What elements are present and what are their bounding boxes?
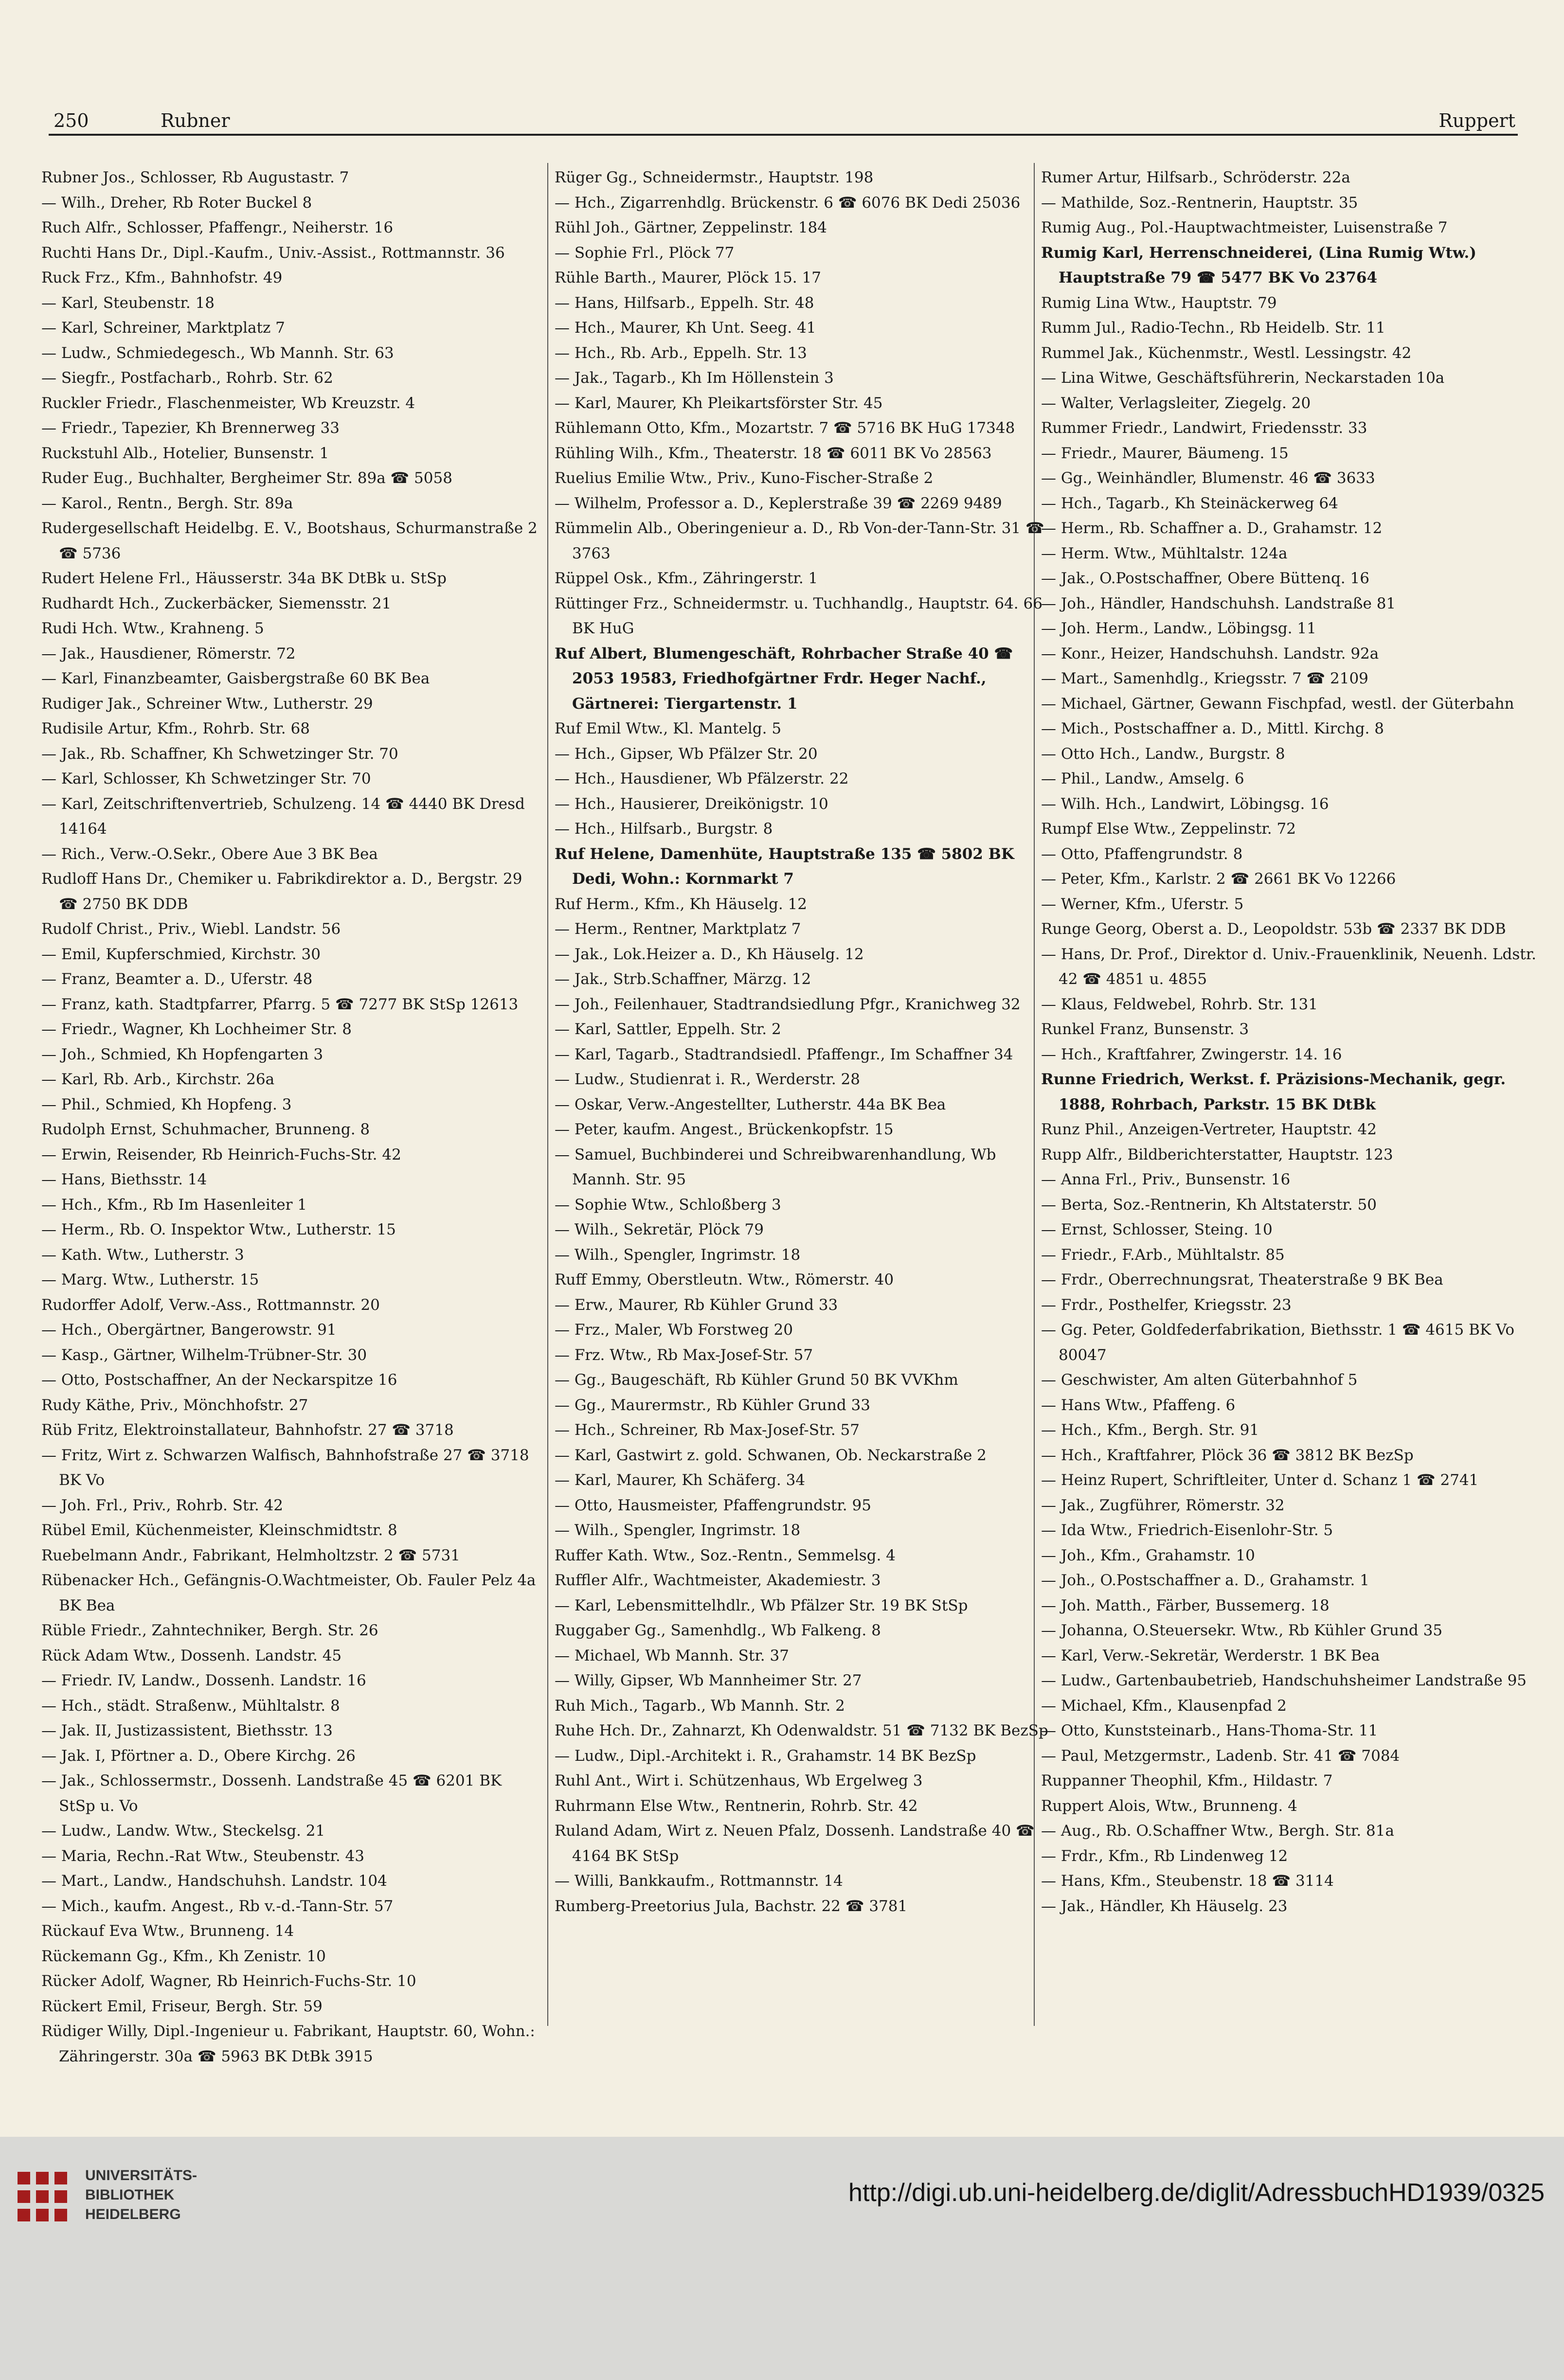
directory-entry: — Hch., Obergärtner, Bangerowstr. 91 [41, 1321, 337, 1339]
directory-entry: — Hans Wtw., Pfaffeng. 6 [1041, 1396, 1236, 1414]
directory-entry: — Anna Frl., Priv., Bunsenstr. 16 [1041, 1171, 1291, 1188]
directory-entry: Rück Adam Wtw., Dossenh. Landstr. 45 [41, 1646, 342, 1664]
directory-entry: Ruch Alfr., Schlosser, Pfaffengr., Neiherstr. 16 [41, 219, 394, 236]
directory-entry: — Jak., Tagarb., Kh Im Höllenstein 3 [555, 369, 834, 387]
directory-entry: — Frdr., Posthelfer, Kriegsstr. 23 [1041, 1296, 1292, 1314]
directory-entry: — Jak., Strb.Schaffner, Märzg. 12 [555, 970, 811, 988]
directory-entry: — Willi, Bankkaufm., Rottmannstr. 14 [555, 1872, 843, 1890]
directory-entry: — Herm., Rb. O. Inspektor Wtw., Lutherstr. 15 [41, 1221, 396, 1238]
directory-entry: Rüppel Osk., Kfm., Zähringerstr. 1 [555, 570, 818, 587]
directory-entry: — Hch., städt. Straßenw., Mühltalstr. 8 [41, 1697, 340, 1715]
page-number: 250 [54, 110, 89, 131]
directory-entry: — Joh., Kfm., Grahamstr. 10 [1041, 1546, 1255, 1564]
footer-bar [0, 2137, 1564, 2380]
directory-entry: — Hch., Hausdiener, Wb Pfälzerstr. 22 [555, 770, 849, 787]
directory-entry: — Jak., Rb. Schaffner, Kh Schwetzinger Str. 70 [41, 745, 398, 763]
directory-entry: — Herm. Wtw., Mühltalstr. 124a [1041, 544, 1288, 562]
directory-entry: Rumberg-Preetorius Jula, Bachstr. 22 ☎ 3781 [555, 1897, 908, 1915]
directory-entry: — Otto Hch., Landw., Burgstr. 8 [1041, 745, 1285, 763]
directory-entry: Runne Friedrich, Werkst. f. Präzisions-Mechanik, gegr. 1888, Rohrbach, Parkstr. 15 BK DtBk [1041, 1071, 1506, 1113]
directory-entry: — Wilh., Sekretär, Plöck 79 [555, 1221, 764, 1238]
directory-entry: — Erwin, Reisender, Rb Heinrich-Fuchs-Str. 42 [41, 1145, 401, 1163]
directory-entry: Rümmelin Alb., Oberingenieur a. D., Rb Von-der-Tann-Str. 31 ☎ 3763 [555, 519, 1044, 562]
directory-entry: — Herm., Rb. Schaffner a. D., Grahamstr. 12 [1041, 519, 1383, 537]
directory-entry: — Jak., Schlossermstr., Dossenh. Landstraße 45 ☎ 6201 BK StSp u. Vo [41, 1772, 502, 1815]
directory-entry: — Karl, Schlosser, Kh Schwetzinger Str. 70 [41, 770, 371, 787]
directory-entry: — Hans, Biethsstr. 14 [41, 1171, 207, 1188]
directory-entry: — Ludw., Landw. Wtw., Steckelsg. 21 [41, 1822, 325, 1840]
directory-entry: Ruffler Alfr., Wachtmeister, Akademiestr. 3 [555, 1572, 881, 1589]
directory-entry: Rudolf Christ., Priv., Wiebl. Landstr. 56 [41, 920, 341, 938]
directory-entry: — Karl, Rb. Arb., Kirchstr. 26a [41, 1071, 275, 1088]
directory-entry: — Otto, Pfaffengrundstr. 8 [1041, 845, 1243, 863]
directory-entry: — Friedr. IV, Landw., Dossenh. Landstr. 16 [41, 1672, 366, 1689]
directory-entry: — Hch., Kfm., Bergh. Str. 91 [1041, 1421, 1259, 1439]
directory-entry: — Jak., O.Postschaffner, Obere Büttenq. 16 [1041, 570, 1369, 587]
directory-entry: — Joh. Frl., Priv., Rohrb. Str. 42 [41, 1496, 284, 1514]
directory-entry: Rumig Lina Wtw., Hauptstr. 79 [1041, 294, 1277, 312]
directory-entry: — Fritz, Wirt z. Schwarzen Walfisch, Bahnhofstraße 27 ☎ 3718 BK Vo [41, 1446, 529, 1489]
directory-entry: — Wilh., Dreher, Rb Roter Buckel 8 [41, 194, 312, 212]
directory-entry: Rumig Karl, Herrenschneiderei, (Lina Rumig Wtw.) Hauptstraße 79 ☎ 5477 BK Vo 23764 [1041, 244, 1476, 286]
directory-entry: Rudi Hch. Wtw., Krahneng. 5 [41, 620, 264, 637]
directory-entry: Rupp Alfr., Bildberichterstatter, Hauptstr. 123 [1041, 1145, 1393, 1163]
directory-entry: Rudorffer Adolf, Verw.-Ass., Rottmannstr. 20 [41, 1296, 380, 1314]
directory-entry: — Mart., Landw., Handschuhsh. Landstr. 104 [41, 1872, 387, 1890]
directory-entry: — Peter, Kfm., Karlstr. 2 ☎ 2661 BK Vo 12266 [1041, 870, 1396, 888]
directory-entry: — Otto, Postschaffner, An der Neckarspitze 16 [41, 1371, 397, 1389]
directory-entry: — Maria, Rechn.-Rat Wtw., Steubenstr. 43 [41, 1847, 364, 1865]
directory-entry: Rübel Emil, Küchenmeister, Kleinschmidtstr. 8 [41, 1521, 397, 1539]
directory-entry: — Klaus, Feldwebel, Rohrb. Str. 131 [1041, 995, 1318, 1013]
directory-entry: — Kath. Wtw., Lutherstr. 3 [41, 1246, 244, 1264]
directory-entry: Rumpf Else Wtw., Zeppelinstr. 72 [1041, 820, 1296, 838]
directory-entry: — Mart., Samenhdlg., Kriegsstr. 7 ☎ 2109 [1041, 670, 1368, 687]
directory-entry: — Karl, Finanzbeamter, Gaisbergstraße 60 BK Bea [41, 670, 430, 687]
directory-entry: — Sophie Wtw., Schloßberg 3 [555, 1196, 781, 1214]
directory-entry: — Friedr., Maurer, Bäumeng. 15 [1041, 444, 1289, 462]
directory-entry: — Ludw., Gartenbaubetrieb, Handschuhsheimer Landstraße 95 [1041, 1672, 1527, 1689]
directory-entry: — Mich., kaufm. Angest., Rb v.-d.-Tann-Str. 57 [41, 1897, 394, 1915]
directory-entry: — Jak. II, Justizassistent, Biethsstr. 13 [41, 1722, 333, 1739]
directory-entry: — Herm., Rentner, Marktplatz 7 [555, 920, 801, 938]
directory-entry: Rudolph Ernst, Schuhmacher, Brunneng. 8 [41, 1121, 370, 1138]
directory-entry: — Hans, Kfm., Steubenstr. 18 ☎ 3114 [1041, 1872, 1334, 1890]
header-rule [49, 134, 1518, 136]
directory-entry: — Jak., Hausdiener, Römerstr. 72 [41, 644, 296, 662]
directory-entry: Ruland Adam, Wirt z. Neuen Pfalz, Dossenh. Landstraße 40 ☎ 4164 BK StSp [555, 1822, 1035, 1865]
directory-entry: — Wilh. Hch., Landwirt, Löbingsg. 16 [1041, 795, 1329, 813]
directory-entry: — Jak. I, Pförtner a. D., Obere Kirchg. 26 [41, 1747, 356, 1765]
directory-entry: — Wilhelm, Professor a. D., Keplerstraße 39 ☎ 2269 9489 [555, 494, 1002, 512]
directory-entry: — Sophie Frl., Plöck 77 [555, 244, 735, 262]
directory-entry: — Ida Wtw., Friedrich-Eisenlohr-Str. 5 [1041, 1521, 1333, 1539]
directory-entry: Ruggaber Gg., Samenhdlg., Wb Falkeng. 8 [555, 1622, 881, 1639]
directory-entry: — Hans, Hilfsarb., Eppelh. Str. 48 [555, 294, 814, 312]
directory-entry: — Ludw., Studienrat i. R., Werderstr. 28 [555, 1071, 860, 1088]
directory-entry: Ruppert Alois, Wtw., Brunneng. 4 [1041, 1797, 1297, 1815]
directory-entry: — Hch., Hausierer, Dreikönigstr. 10 [555, 795, 828, 813]
directory-entry: — Frz. Wtw., Rb Max-Josef-Str. 57 [555, 1346, 813, 1364]
directory-entry: — Hch., Zigarrenhdlg. Brückenstr. 6 ☎ 6076 BK Dedi 25036 [555, 194, 1021, 212]
directory-entry: — Ludw., Schmiedegesch., Wb Mannh. Str. 63 [41, 344, 394, 362]
header-right-keyword: Ruppert [1438, 110, 1515, 131]
directory-entry: — Otto, Kunststeinarb., Hans-Thoma-Str. 11 [1041, 1722, 1378, 1739]
directory-entry: — Friedr., Wagner, Kh Lochheimer Str. 8 [41, 1020, 352, 1038]
directory-entry: — Karl, Gastwirt z. gold. Schwanen, Ob. Neckarstraße 2 [555, 1446, 987, 1464]
directory-entry: — Karl, Zeitschriftenvertrieb, Schulzeng. 14 ☎ 4440 BK Dresd 14164 [41, 795, 525, 838]
directory-entry: — Hch., Kraftfahrer, Zwingerstr. 14. 16 [1041, 1045, 1342, 1063]
directory-entry: Ruppanner Theophil, Kfm., Hildastr. 7 [1041, 1772, 1333, 1789]
directory-entry: Rückemann Gg., Kfm., Kh Zenistr. 10 [41, 1947, 326, 1965]
directory-entry: Rudert Helene Frl., Häusserstr. 34a BK DtBk u. StSp [41, 570, 447, 587]
directory-entry: Ruf Albert, Blumengeschäft, Rohrbacher Straße 40 ☎ 2053 19583, Friedhofgärtner Frdr. Heger Nachf., Gärtnerei: Tiergartenstr. 1 [555, 644, 1013, 713]
directory-entry: — Michael, Gärtner, Gewann Fischpfad, westl. der Güterbahn [1041, 695, 1514, 713]
directory-entry: Ruchti Hans Dr., Dipl.-Kaufm., Univ.-Assist., Rottmannstr. 36 [41, 244, 505, 262]
directory-entry: Rücker Adolf, Wagner, Rb Heinrich-Fuchs-Str. 10 [41, 1972, 416, 1990]
directory-column-2 [555, 165, 1051, 2033]
directory-entry: — Hch., Maurer, Kh Unt. Seeg. 41 [555, 319, 816, 337]
directory-entry: Ruckler Friedr., Flaschenmeister, Wb Kreuzstr. 4 [41, 394, 415, 412]
directory-entry: — Karl, Lebensmittelhdlr., Wb Pfälzer Str. 19 BK StSp [555, 1596, 968, 1614]
directory-entry: — Karl, Maurer, Kh Schäferg. 34 [555, 1471, 806, 1489]
directory-entry: — Michael, Wb Mannh. Str. 37 [555, 1646, 789, 1664]
directory-entry: — Franz, kath. Stadtpfarrer, Pfarrg. 5 ☎ 7277 BK StSp 12613 [41, 995, 519, 1013]
directory-entry: — Frz., Maler, Wb Forstweg 20 [555, 1321, 793, 1339]
directory-entry: — Wilh., Spengler, Ingrimstr. 18 [555, 1521, 801, 1539]
directory-entry: — Oskar, Verw.-Angestellter, Lutherstr. 44a BK Bea [555, 1095, 946, 1113]
directory-entry: — Jak., Lok.Heizer a. D., Kh Häuselg. 12 [555, 945, 864, 963]
directory-entry: — Karl, Maurer, Kh Pleikartsförster Str. 45 [555, 394, 883, 412]
directory-entry: Rühl Joh., Gärtner, Zeppelinstr. 184 [555, 219, 827, 236]
directory-entry: Ruck Frz., Kfm., Bahnhofstr. 49 [41, 269, 283, 286]
directory-entry: — Ernst, Schlosser, Steing. 10 [1041, 1221, 1273, 1238]
directory-entry: Rühling Wilh., Kfm., Theaterstr. 18 ☎ 6011 BK Vo 28563 [555, 444, 992, 462]
directory-entry: Rudy Käthe, Priv., Mönchhofstr. 27 [41, 1396, 308, 1414]
directory-column-3 [1041, 165, 1537, 2033]
directory-entry: Ruelius Emilie Wtw., Priv., Kuno-Fischer-Straße 2 [555, 469, 934, 487]
directory-entry: Ruf Emil Wtw., Kl. Mantelg. 5 [555, 720, 782, 737]
directory-entry: — Wilh., Spengler, Ingrimstr. 18 [555, 1246, 801, 1264]
directory-entry: — Joh., O.Postschaffner a. D., Grahamstr. 1 [1041, 1572, 1369, 1589]
directory-entry: Runkel Franz, Bunsenstr. 3 [1041, 1020, 1249, 1038]
directory-entry: — Frdr., Oberrechnungsrat, Theaterstraße 9 BK Bea [1041, 1271, 1443, 1288]
directory-entry: Rubner Jos., Schlosser, Rb Augustastr. 7 [41, 169, 349, 186]
directory-entry: — Johanna, O.Steuersekr. Wtw., Rb Kühler Grund 35 [1041, 1622, 1443, 1639]
directory-entry: Rüdiger Willy, Dipl.-Ingenieur u. Fabrikant, Hauptstr. 60, Wohn.: Zähringerstr. 30a ☎ 5963 BK DtBk 3915 [41, 2022, 535, 2065]
directory-entry: — Hans, Dr. Prof., Direktor d. Univ.-Frauenklinik, Neuenh. Ldstr. 42 ☎ 4851 u. 4855 [1041, 945, 1536, 988]
directory-entry: — Gg. Peter, Goldfederfabrikation, Biethsstr. 1 ☎ 4615 BK Vo 80047 [1041, 1321, 1515, 1364]
directory-entry: — Joh. Matth., Färber, Bussemerg. 18 [1041, 1596, 1330, 1614]
directory-entry: — Hch., Tagarb., Kh Steinäckerweg 64 [1041, 494, 1338, 512]
directory-entry: — Samuel, Buchbinderei und Schreibwarenhandlung, Wb Mannh. Str. 95 [555, 1145, 996, 1188]
directory-entry: — Gg., Weinhändler, Blumenstr. 46 ☎ 3633 [1041, 469, 1375, 487]
directory-entry: — Kasp., Gärtner, Wilhelm-Trübner-Str. 30 [41, 1346, 367, 1364]
library-name: UNIVERSITÄTS- BIBLIOTHEK HEIDELBERG [85, 2167, 198, 2222]
directory-entry: — Geschwister, Am alten Güterbahnhof 5 [1041, 1371, 1358, 1389]
directory-entry: Rumm Jul., Radio-Techn., Rb Heidelb. Str. 11 [1041, 319, 1385, 337]
directory-column-1 [41, 165, 538, 2065]
directory-entry: — Joh. Herm., Landw., Löbingsg. 11 [1041, 620, 1316, 637]
directory-entry: — Willy, Gipser, Wb Mannheimer Str. 27 [555, 1672, 862, 1689]
directory-entry: — Joh., Schmied, Kh Hopfengarten 3 [41, 1045, 324, 1063]
directory-entry: Rüttinger Frz., Schneidermstr. u. Tuchhandlg., Hauptstr. 64. 66 BK HuG [555, 594, 1043, 637]
header-left-keyword: Rubner [161, 110, 230, 131]
page-header [54, 97, 1515, 131]
directory-entry: Ruebelmann Andr., Fabrikant, Helmholtzstr. 2 ☎ 5731 [41, 1546, 460, 1564]
directory-entry: — Karol., Rentn., Bergh. Str. 89a [41, 494, 293, 512]
directory-entry: — Gg., Baugeschäft, Rb Kühler Grund 50 BK VVKhm [555, 1371, 958, 1389]
directory-entry: Ruff Emmy, Oberstleutn. Wtw., Römerstr. 40 [555, 1271, 894, 1288]
directory-entry: Ruckstuhl Alb., Hotelier, Bunsenstr. 1 [41, 444, 329, 462]
directory-entry: — Mathilde, Soz.-Rentnerin, Hauptstr. 35 [1041, 194, 1358, 212]
directory-entry: — Hch., Gipser, Wb Pfälzer Str. 20 [555, 745, 818, 763]
directory-entry: — Friedr., Tapezier, Kh Brennerweg 33 [41, 419, 340, 437]
directory-entry: Rudloff Hans Dr., Chemiker u. Fabrikdirektor a. D., Bergstr. 29 ☎ 2750 BK DDB [41, 870, 522, 913]
library-logo-icon [14, 2167, 72, 2235]
directory-entry: Rummer Friedr., Landwirt, Friedensstr. 33 [1041, 419, 1367, 437]
directory-entry: — Jak., Händler, Kh Häuselg. 23 [1041, 1897, 1288, 1915]
directory-entry: — Joh., Händler, Handschuhsh. Landstraße 81 [1041, 594, 1396, 612]
directory-entry: — Phil., Schmied, Kh Hopfeng. 3 [41, 1095, 292, 1113]
directory-entry: Rüb Fritz, Elektroinstallateur, Bahnhofstr. 27 ☎ 3718 [41, 1421, 454, 1439]
directory-entry: Runge Georg, Oberst a. D., Leopoldstr. 53b ☎ 2337 BK DDB [1041, 920, 1506, 938]
directory-entry: — Erw., Maurer, Rb Kühler Grund 33 [555, 1296, 838, 1314]
directory-entry: — Marg. Wtw., Lutherstr. 15 [41, 1271, 259, 1288]
directory-entry: — Michael, Kfm., Klausenpfad 2 [1041, 1697, 1287, 1715]
directory-entry: — Friedr., F.Arb., Mühltalstr. 85 [1041, 1246, 1285, 1264]
directory-entry: — Franz, Beamter a. D., Uferstr. 48 [41, 970, 313, 988]
directory-entry: Rudisile Artur, Kfm., Rohrb. Str. 68 [41, 720, 310, 737]
column-divider [547, 163, 548, 2026]
directory-entry: Rübenacker Hch., Gefängnis-O.Wachtmeister, Ob. Fauler Pelz 4a BK Bea [41, 1572, 536, 1614]
directory-entry: Rumig Aug., Pol.-Hauptwachtmeister, Luisenstraße 7 [1041, 219, 1448, 236]
directory-entry: — Mich., Postschaffner a. D., Mittl. Kirchg. 8 [1041, 720, 1384, 737]
directory-entry: — Peter, kaufm. Angest., Brückenkopfstr. 15 [555, 1121, 894, 1138]
directory-entry: Rückauf Eva Wtw., Brunneng. 14 [41, 1922, 294, 1940]
directory-entry: Ruffer Kath. Wtw., Soz.-Rentn., Semmelsg. 4 [555, 1546, 896, 1564]
directory-entry: — Ludw., Dipl.-Architekt i. R., Grahamstr. 14 BK BezSp [555, 1747, 976, 1765]
directory-entry: Rüger Gg., Schneidermstr., Hauptstr. 198 [555, 169, 874, 186]
directory-entry: Ruh Mich., Tagarb., Wb Mannh. Str. 2 [555, 1697, 845, 1715]
directory-entry: — Gg., Maurermstr., Rb Kühler Grund 33 [555, 1396, 870, 1414]
directory-entry: — Rich., Verw.-O.Sekr., Obere Aue 3 BK Bea [41, 845, 378, 863]
directory-entry: Rüble Friedr., Zahntechniker, Bergh. Str. 26 [41, 1622, 378, 1639]
directory-entry: — Joh., Feilenhauer, Stadtrandsiedlung Pfgr., Kranichweg 32 [555, 995, 1021, 1013]
directory-entry: — Aug., Rb. O.Schaffner Wtw., Bergh. Str. 81a [1041, 1822, 1394, 1840]
directory-entry: — Phil., Landw., Amselg. 6 [1041, 770, 1244, 787]
directory-entry: Rudergesellschaft Heidelbg. E. V., Bootshaus, Schurmanstraße 2 ☎ 5736 [41, 519, 538, 562]
directory-entry: Ruf Herm., Kfm., Kh Häuselg. 12 [555, 895, 808, 913]
directory-entry: — Werner, Kfm., Uferstr. 5 [1041, 895, 1244, 913]
directory-entry: Rühlemann Otto, Kfm., Mozartstr. 7 ☎ 5716 BK HuG 17348 [555, 419, 1015, 437]
directory-entry: — Karl, Verw.-Sekretär, Werderstr. 1 BK Bea [1041, 1646, 1380, 1664]
directory-entry: — Karl, Steubenstr. 18 [41, 294, 215, 312]
directory-entry: — Hch., Schreiner, Rb Max-Josef-Str. 57 [555, 1421, 860, 1439]
directory-entry: Rückert Emil, Friseur, Bergh. Str. 59 [41, 1997, 323, 2015]
directory-entry: Rudhardt Hch., Zuckerbäcker, Siemensstr. 21 [41, 594, 392, 612]
directory-entry: — Siegfr., Postfacharb., Rohrb. Str. 62 [41, 369, 333, 387]
directory-entry: — Karl, Tagarb., Stadtrandsiedl. Pfaffengr., Im Schaffner 34 [555, 1045, 1013, 1063]
directory-entry: — Hch., Kraftfahrer, Plöck 36 ☎ 3812 BK BezSp [1041, 1446, 1414, 1464]
directory-entry: — Karl, Sattler, Eppelh. Str. 2 [555, 1020, 781, 1038]
directory-entry: Rühle Barth., Maurer, Plöck 15. 17 [555, 269, 821, 286]
source-url-link[interactable]: http://digi.ub.uni-heidelberg.de/diglit/AdressbuchHD1939/0325 [848, 2179, 1545, 2207]
directory-entry: — Karl, Schreiner, Marktplatz 7 [41, 319, 285, 337]
directory-entry: Ruhrmann Else Wtw., Rentnerin, Rohrb. Str. 42 [555, 1797, 918, 1815]
directory-entry: Runz Phil., Anzeigen-Vertreter, Hauptstr. 42 [1041, 1121, 1377, 1138]
directory-entry: — Emil, Kupferschmied, Kirchstr. 30 [41, 945, 321, 963]
directory-entry: — Hch., Kfm., Rb Im Hasenleiter 1 [41, 1196, 307, 1214]
directory-entry: — Hch., Rb. Arb., Eppelh. Str. 13 [555, 344, 807, 362]
directory-entry: Ruf Helene, Damenhüte, Hauptstraße 135 ☎ 5802 BK Dedi, Wohn.: Kornmarkt 7 [555, 845, 1014, 888]
directory-entry: — Jak., Zugführer, Römerstr. 32 [1041, 1496, 1285, 1514]
directory-entry: — Otto, Hausmeister, Pfaffengrundstr. 95 [555, 1496, 871, 1514]
directory-entry: — Lina Witwe, Geschäftsführerin, Neckarstaden 10a [1041, 369, 1445, 387]
directory-entry: Ruder Eug., Buchhalter, Bergheimer Str. 89a ☎ 5058 [41, 469, 452, 487]
directory-entry: — Frdr., Kfm., Rb Lindenweg 12 [1041, 1847, 1288, 1865]
directory-entry: — Walter, Verlagsleiter, Ziegelg. 20 [1041, 394, 1311, 412]
directory-entry: Rumer Artur, Hilfsarb., Schröderstr. 22a [1041, 169, 1350, 186]
directory-entry: — Konr., Heizer, Handschuhsh. Landstr. 92a [1041, 644, 1379, 662]
directory-entry: — Paul, Metzgermstr., Ladenb. Str. 41 ☎ 7084 [1041, 1747, 1400, 1765]
directory-entry: Ruhe Hch. Dr., Zahnarzt, Kh Odenwaldstr. 51 ☎ 7132 BK BezSp [555, 1722, 1048, 1739]
directory-entry: Rummel Jak., Küchenmstr., Westl. Lessingstr. 42 [1041, 344, 1412, 362]
directory-entry: Ruhl Ant., Wirt i. Schützenhaus, Wb Ergelweg 3 [555, 1772, 923, 1789]
directory-entry: Rudiger Jak., Schreiner Wtw., Lutherstr. 29 [41, 695, 373, 713]
directory-entry: — Hch., Hilfsarb., Burgstr. 8 [555, 820, 773, 838]
directory-entry: — Berta, Soz.-Rentnerin, Kh Altstaterstr. 50 [1041, 1196, 1377, 1214]
directory-entry: — Heinz Rupert, Schriftleiter, Unter d. Schanz 1 ☎ 2741 [1041, 1471, 1479, 1489]
